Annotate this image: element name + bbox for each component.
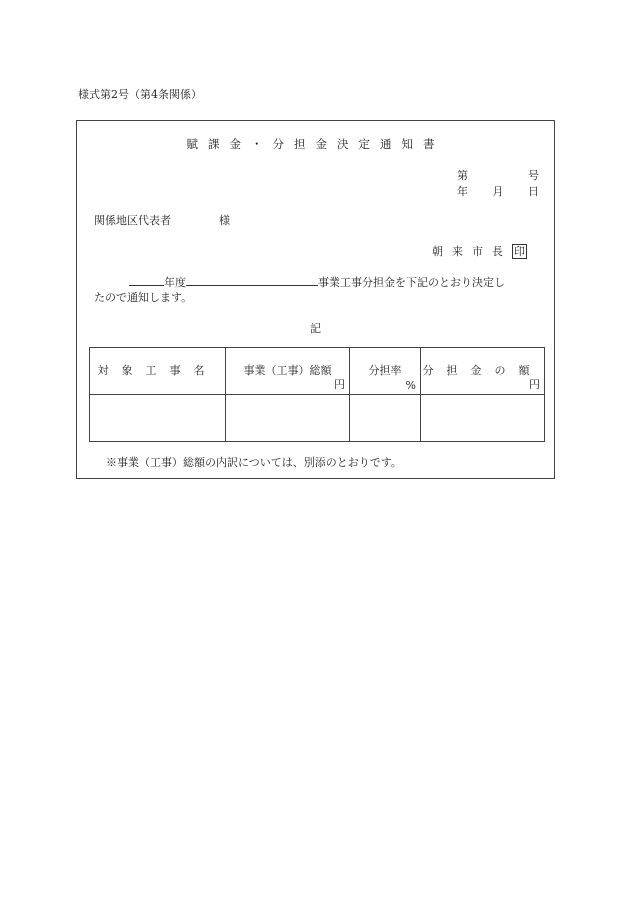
addressee [94,212,230,228]
cell-project-name[interactable] [90,395,226,442]
project-name-blank [186,274,318,286]
table-row [90,395,545,442]
seal-mark: 印 [514,245,525,258]
issuer [432,243,527,259]
footnote: ※事業（工事）総額の内訳については、別添のとおりです。 [106,456,402,469]
notice-form [76,120,555,479]
col-total-amount [226,348,350,395]
date-year-label: 年 [457,185,468,198]
col-header-label: 分担率 [368,364,402,377]
date-day-label: 日 [528,185,539,198]
form-number: 様式第2号（第4条関係） [78,88,202,101]
col-project-name [90,348,226,395]
body-line1-rest: 事業工事分担金を下記のとおり決定し [318,276,505,289]
col-unit: 円 [529,378,540,391]
year-suffix: 年度 [164,276,186,289]
ki-heading: 記 [310,322,321,335]
document-title: 賦課金・分担金決定通知書 [186,137,445,151]
doc-number-prefix: 第 [457,169,468,182]
addressee-honorific: 様 [219,214,230,227]
doc-number-suffix: 号 [528,169,539,182]
fiscal-year-blank [129,274,164,286]
cell-share-rate[interactable] [350,395,421,442]
col-share-rate [350,348,421,395]
col-share-amount [421,348,545,395]
table-header-row [90,348,545,395]
document-number-block [457,167,539,199]
notice-body [94,274,542,305]
issuer-name: 朝来市長 [432,245,512,258]
col-header-label: 対象工事名 [97,364,218,377]
col-unit: 円 [334,378,345,391]
detail-table [89,347,545,442]
date-month-label: 月 [492,185,504,198]
body-line2: たので通知します。 [94,291,193,304]
col-header-label: 分担金の額 [422,364,543,377]
addressee-label: 関係地区代表者 [94,214,171,227]
cell-total-amount[interactable] [226,395,350,442]
cell-share-amount[interactable] [421,395,545,442]
col-header-label: 事業（工事）総額 [243,364,332,377]
col-unit: % [405,379,416,392]
